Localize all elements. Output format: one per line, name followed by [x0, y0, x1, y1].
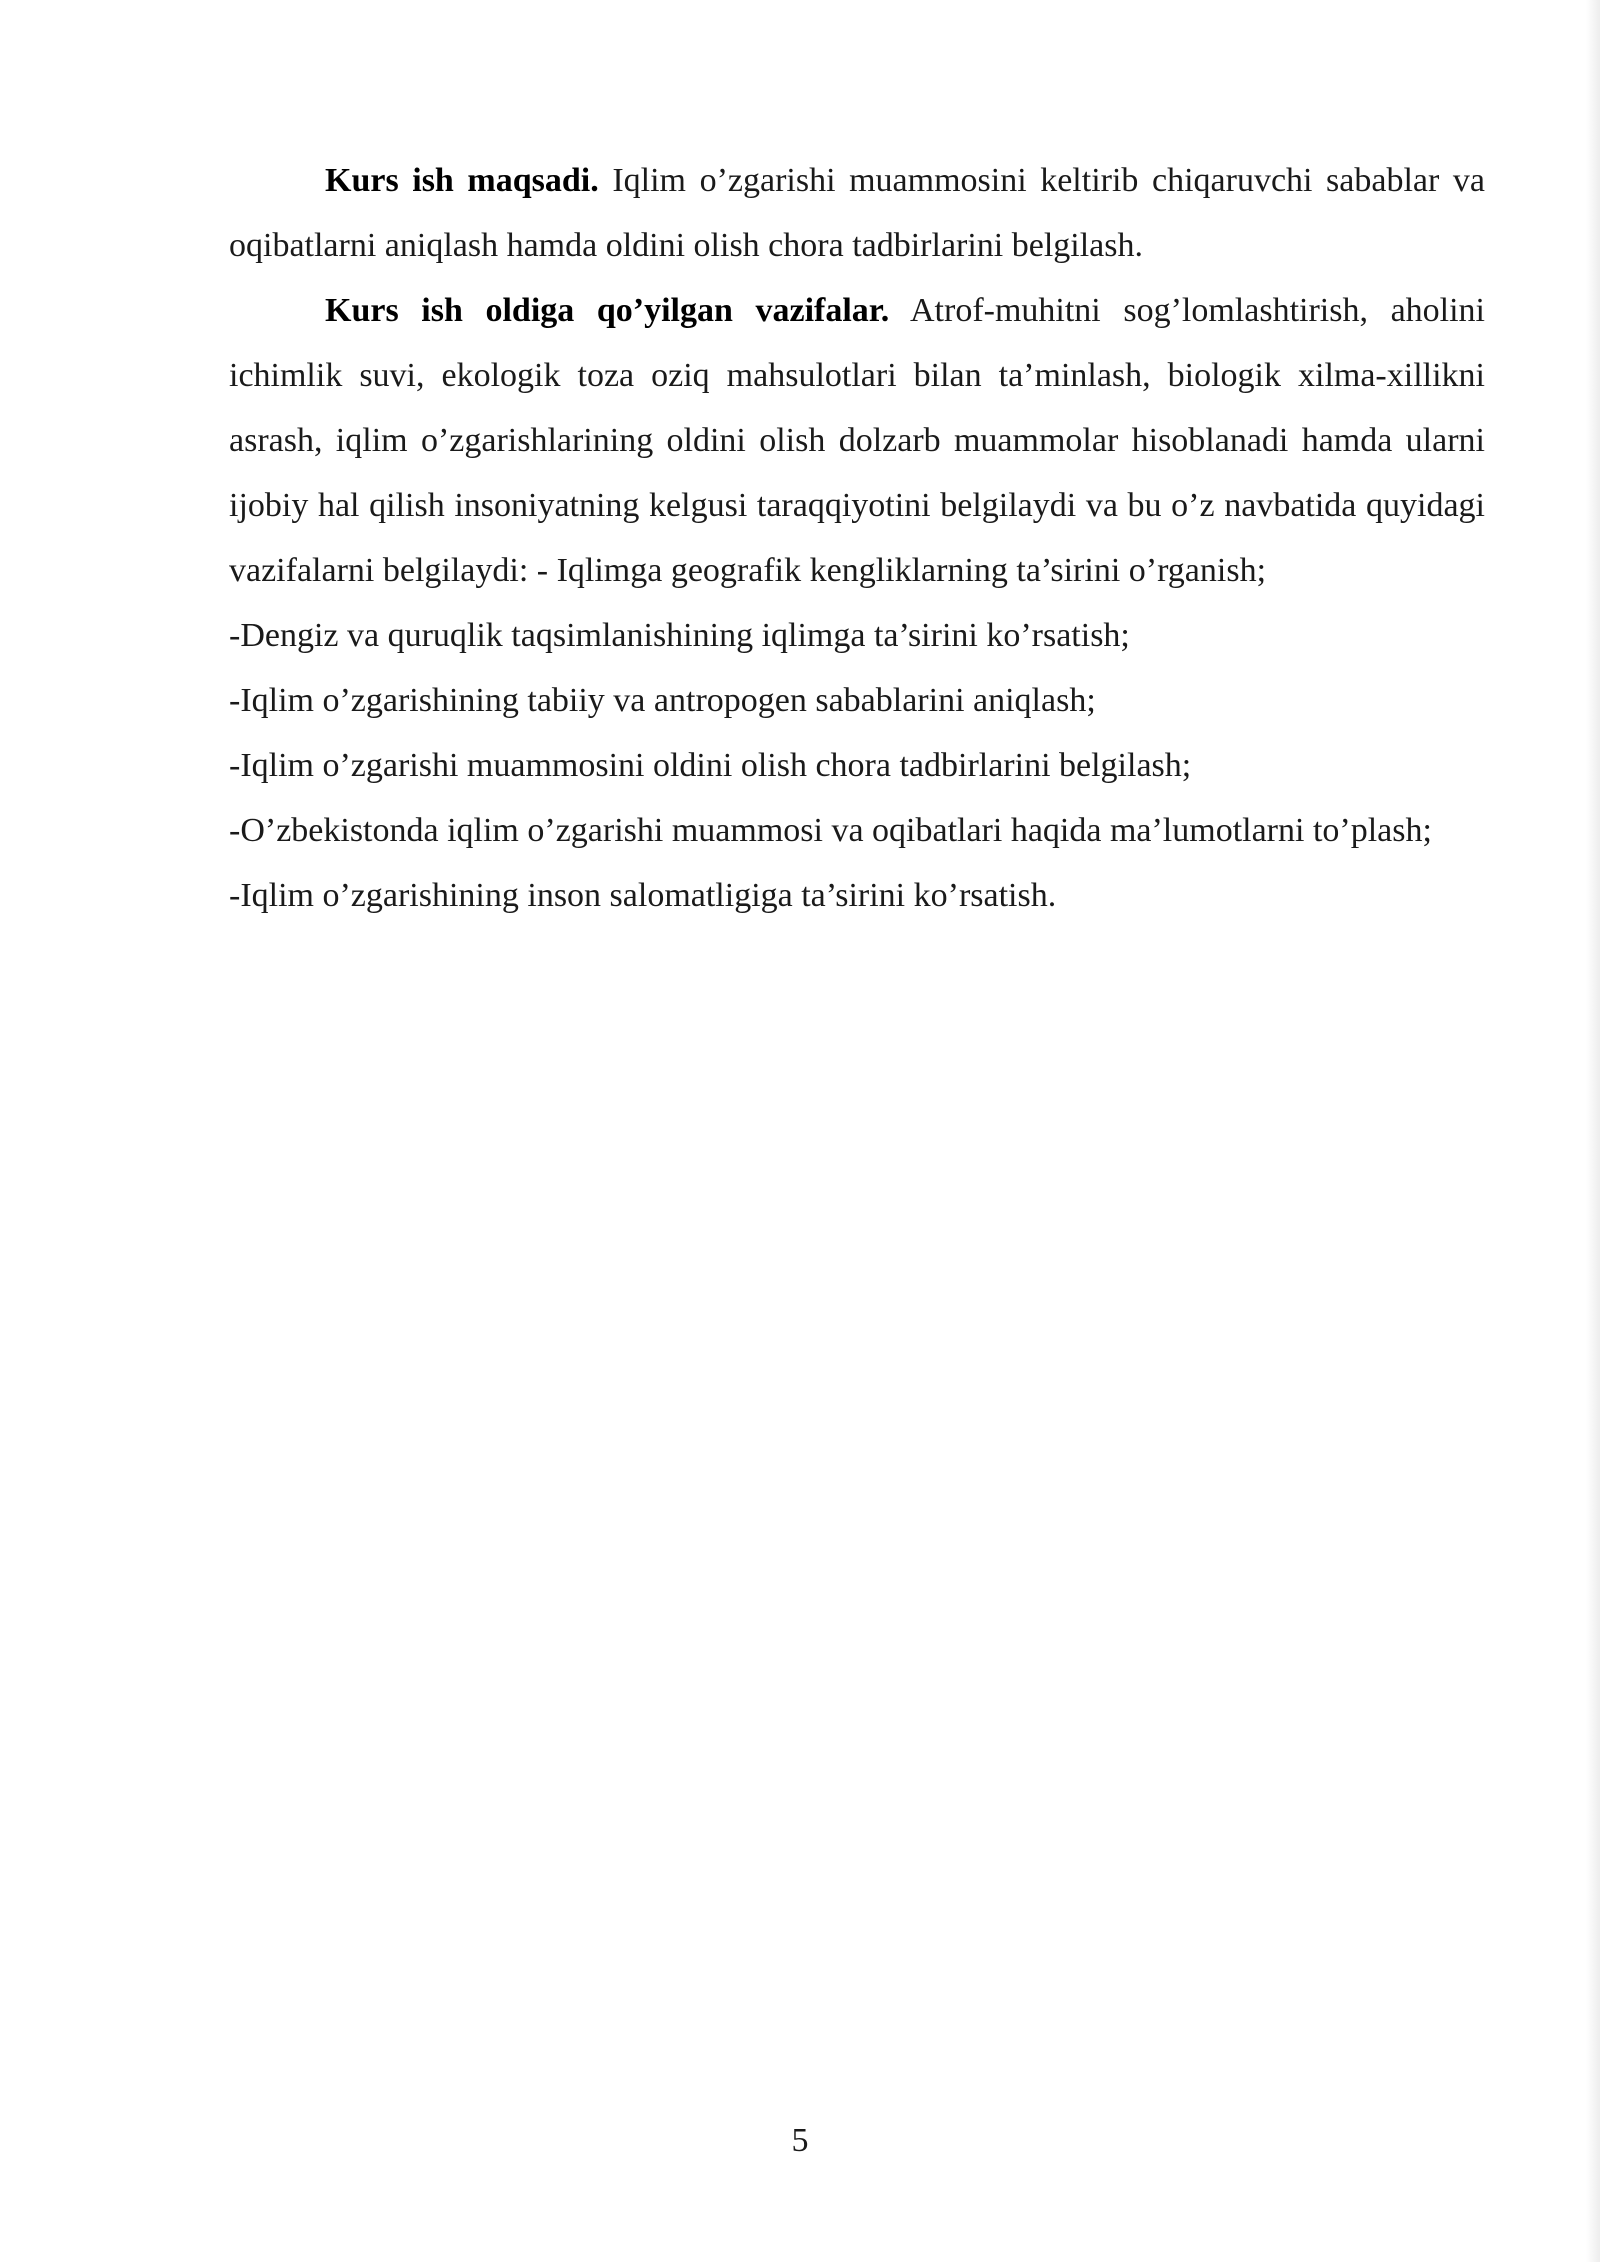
- paragraph-text-course-goal: Iqlim o’zgarishi muammosini keltirib chiqaruvchi sabablar va oqibatlarni aniqlash hamda oldini olish chora tadbirlarini belgilash.: [229, 162, 1485, 264]
- paragraph-course-goal: [229, 148, 1485, 278]
- list-item: -O’zbekistonda iqlim o’zgarishi muammosi va oqibatlari haqida ma’lumotlarni to’plash;: [229, 812, 1432, 849]
- page-body: [229, 148, 1485, 928]
- list-item: -Iqlim o’zgarishining tabiiy va antropogen sabablarini aniqlash;: [229, 682, 1096, 719]
- list-item: -Dengiz va quruqlik taqsimlanishining iqlimga ta’sirini ko’rsatish;: [229, 617, 1130, 654]
- paragraph-course-tasks: [229, 278, 1485, 603]
- paragraph-heading-course-goal: Kurs ish maqsadi.: [325, 162, 599, 199]
- list-item: -Iqlim o’zgarishining inson salomatligiga ta’sirini ko’rsatish.: [229, 877, 1057, 914]
- page-number: 5: [791, 2122, 809, 2159]
- list-item: -Iqlim o’zgarishi muammosini oldini olish chora tadbirlarini belgilash;: [229, 747, 1192, 784]
- paragraph-heading-course-tasks: Kurs ish oldiga qo’yilgan vazifalar.: [325, 292, 890, 329]
- paragraph-text-course-tasks: Atrof-muhitni sog’lomlashtirish, aholini ichimlik suvi, ekologik toza oziq mahsulotlari bilan ta’minlash, biologik xilma-xillikni asrash, iqlim o’zgarishlarining oldini olish dolzarb muammolar hisoblanadi hamda ularni ijobiy hal qilish insoniyatning kelgusi taraqqiyotini belgilaydi va bu o’z navbatida quyidagi vazifalarni belgilaydi: - Iqlimga geografik kengliklarning ta’sirini o’rganish;: [229, 292, 1485, 589]
- page-edge-shadow: [1586, 0, 1600, 2262]
